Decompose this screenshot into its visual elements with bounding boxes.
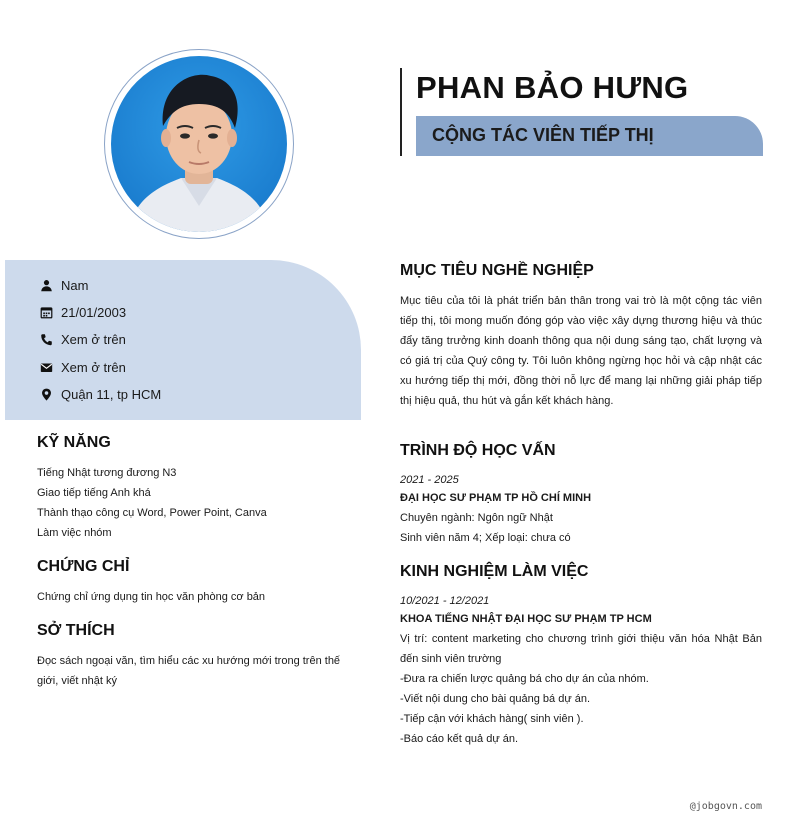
title-divider — [400, 68, 402, 156]
contact-birthday — [38, 303, 126, 321]
gender-value: Nam — [61, 277, 89, 293]
experience-task: -Tiếp cận với khách hàng( sinh viên ). — [400, 713, 584, 725]
person-icon — [38, 277, 54, 293]
experience-task: -Đưa ra chiến lược quảng bá cho dự án của nhóm. — [400, 673, 649, 685]
education-major: Chuyên ngành: Ngôn ngữ Nhật — [400, 512, 553, 524]
certificates-title: CHỨNG CHỈ — [37, 558, 130, 575]
contact-gender — [38, 276, 88, 294]
skill-item: Thành thạo công cụ Word, Power Point, Canva — [37, 507, 267, 519]
envelope-icon — [38, 359, 54, 375]
experience-task: -Báo cáo kết quả dự án. — [400, 733, 519, 745]
job-title: CỘNG TÁC VIÊN TIẾP THỊ — [432, 125, 654, 145]
experience-title: KINH NGHIỆM LÀM VIỆC — [400, 563, 589, 580]
experience-task: -Viết nội dung cho bài quảng bá dự án. — [400, 693, 591, 705]
address-value: Quận 11, tp HCM — [61, 386, 162, 402]
contact-phone — [38, 330, 126, 348]
objective-text: Mục tiêu của tôi là phát triển bản thân trong vai trò là một cộng tác viên tiếp thị, tôi mong muốn đóng góp vào việc xây dựng thương hiệu và thúc đẩy tăng trưởng kinh doanh thông qua nội dung sáng tạo, chất lượng và có giá trị của Quý công ty. Tôi luôn không ngừng học hỏi và cập nhật các xu hướng tiếp thị mới, đồng thời nỗ lực để mang lại những giải pháp tiếp thị hiệu quả, thu hút và gắn kết khách hàng. — [400, 295, 762, 407]
objective-title: MỤC TIÊU NGHỀ NGHIỆP — [400, 262, 594, 279]
skill-item: Làm việc nhóm — [37, 527, 112, 539]
contact-email — [38, 358, 126, 376]
certificate-item: Chứng chỉ ứng dụng tin học văn phòng cơ bản — [37, 591, 266, 603]
skill-item: Tiếng Nhật tương đương N3 — [37, 467, 177, 479]
experience-period: 10/2021 - 12/2021 — [400, 595, 490, 607]
watermark-text: @jobgovn.com — [689, 801, 762, 812]
experience-org: KHOA TIẾNG NHẬT ĐẠI HỌC SƯ PHẠM TP HCM — [400, 613, 652, 625]
portrait-illustration — [111, 56, 287, 232]
skills-title: KỸ NĂNG — [37, 434, 111, 451]
education-status: Sinh viên năm 4; Xếp loại: chưa có — [400, 532, 571, 544]
education-title: TRÌNH ĐỘ HỌC VẤN — [400, 442, 556, 459]
birthday-value: 21/01/2003 — [61, 304, 127, 320]
calendar-icon — [38, 304, 54, 320]
hobbies-text: Đọc sách ngoại văn, tìm hiểu các xu hướng mới trong trên thế giới, viết nhật ký — [37, 655, 341, 687]
skill-item: Giao tiếp tiếng Anh khá — [37, 487, 151, 499]
avatar — [111, 56, 287, 232]
candidate-name: PHAN BẢO HƯNG — [416, 70, 689, 105]
experience-role: Vị trí: content marketing cho chương trình giới thiệu văn hóa Nhật Bản đến sinh viên trường — [400, 633, 762, 665]
hobbies-title: SỞ THÍCH — [37, 622, 115, 639]
phone-icon — [38, 331, 54, 347]
contact-address — [38, 385, 161, 403]
education-school: ĐẠI HỌC SƯ PHẠM TP HỒ CHÍ MINH — [400, 492, 592, 504]
email-value: Xem ở trên — [61, 359, 126, 375]
education-period: 2021 - 2025 — [400, 474, 459, 486]
phone-value: Xem ở trên — [61, 331, 126, 347]
location-pin-icon — [38, 386, 54, 402]
